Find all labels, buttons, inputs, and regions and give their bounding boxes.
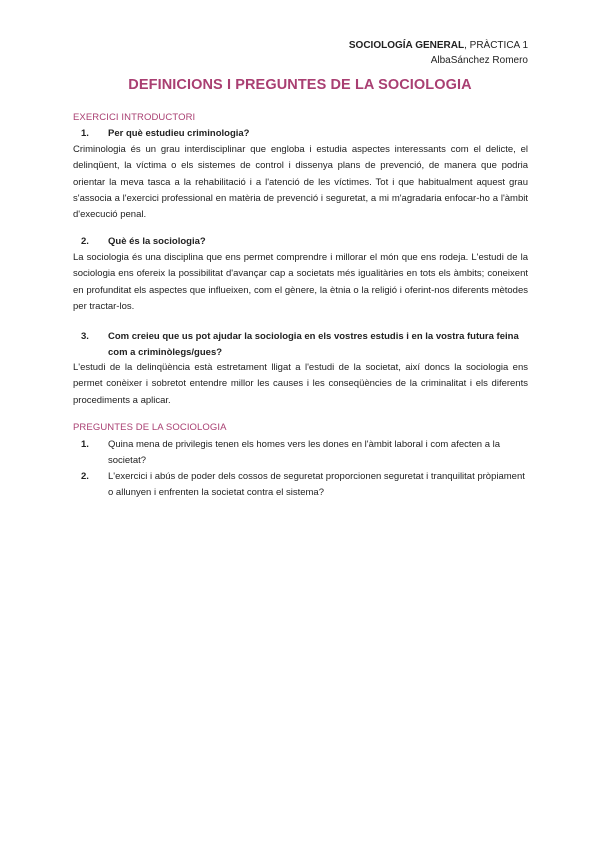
question-number: 2. (81, 471, 89, 482)
question-number: 3. (81, 331, 89, 342)
question-text: Com creieu que us pot ajudar la sociologia en els vostres estudis i en la vostra futura feina com a criminòlegs/gues? (108, 331, 519, 358)
section-title-intro: EXERCICI INTRODUCTORI (73, 112, 196, 123)
header-course-line (349, 38, 528, 53)
question-text: L'exercici i abús de poder dels cossos de seguretat proporcionen seguretat i tranquilitat pròpiament o allunyen i enfrenten la societat contra el sistema? (108, 471, 525, 498)
intro-answer-1: Criminologia és un grau interdisciplinar que engloba i estudia aspectes interessants com el delicte, el delinqüent, la víctima o els sistemes de control i dissenya plans de prevenció, de manera que podria orientar la meva tasca a la rehabilitació i a l'atenció de les víctimes. Tot i que habitualment aquest grau s'associa a l'exercici professional en matèria de prevenció i seguretat, a mi m'agradaria enfocar-ho a l'àmbit d'execució penal. (73, 144, 528, 221)
page-header (349, 38, 528, 68)
intro-question-2 (73, 234, 528, 250)
question-number: 1. (81, 439, 89, 450)
question-number: 2. (81, 236, 89, 247)
document-title: DEFINICIONS I PREGUNTES DE LA SOCIOLOGIA (128, 77, 472, 93)
intro-answer-3: L'estudi de la delinqüència està estretament lligat a l'estudi de la societat, així doncs la sociologia ens permet conèixer i sobretot entendre millor les causes i les conseqüències de la criminalitat i els diferents procediments a aplicar. (73, 362, 528, 406)
sociology-question-2 (73, 469, 528, 501)
question-text: Per què estudieu criminologia? (108, 128, 250, 139)
question-text: Què és la sociologia? (108, 236, 206, 247)
author-name: AlbaSánchez Romero (430, 55, 528, 66)
sociology-question-1 (73, 437, 528, 469)
course-name: SOCIOLOGÍA GENERAL (348, 40, 465, 51)
intro-answer-2: La sociologia és una disciplina que ens permet comprendre i millorar el món que ens rodeja. L'estudi de la sociologia ens ofereix la possibilitat d'avançar cap a societats més igualitàries en tots els àmbits; coneixent en profunditat els aspectes que influeixen, com el gènere, la ètnia o la religió i oferint-nos diferents mètodes per tractar-los. (73, 252, 528, 312)
question-text: Quina mena de privilegis tenen els homes vers les dones en l'àmbit laboral i com afecten a la societat? (108, 439, 501, 466)
intro-question-1 (73, 126, 528, 142)
intro-question-3 (73, 329, 528, 361)
practice-label: , PRÀCTICA 1 (464, 40, 528, 51)
section-title-sociology: PREGUNTES DE LA SOCIOLOGIA (73, 422, 227, 433)
question-number: 1. (81, 128, 89, 139)
